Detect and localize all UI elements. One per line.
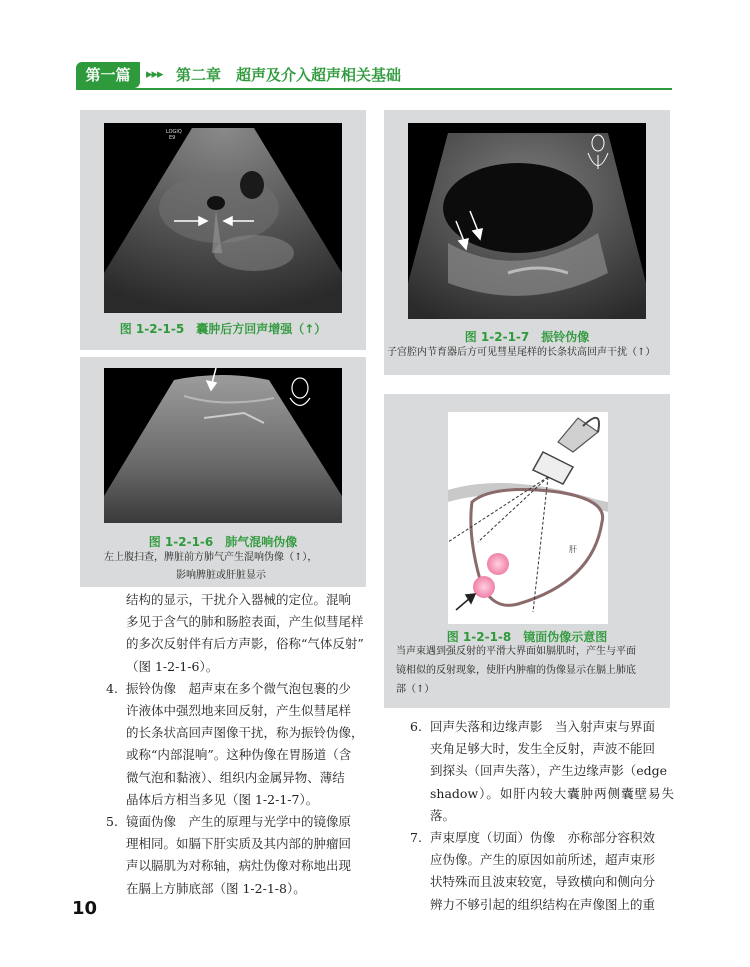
intro-line: （图 1-2-1-6）。 [126,658,219,674]
item-5-line: 镜面伪像 产生的原理与光学中的镜像原 [126,814,352,830]
part-label-tab [76,62,140,88]
intro-line: 多见于含气的肺和肠腔表面，产生似彗尾样 [126,614,364,630]
chapter-title: 第二章 超声及介入超声相关基础 [176,66,402,84]
item-4-line: 微气泡和黏液）、组织内金属异物、薄结 [126,769,345,785]
item-5-line: 在膈上方肺底部（图 1-2-1-8）。 [126,880,306,896]
figure-8-diagram [448,412,608,624]
figure-6-caption-2: 影响脾脏或肝脏显示 [176,570,266,581]
figure-8-caption-2: 镜相似的反射现象，使肝内肿瘤的伪像显示在膈上肺底 [396,665,636,676]
figure-8-title: 图 1-2-1-8 镜面伪像示意图 [446,630,608,644]
logiq-label: LOGIQ [166,129,182,135]
item-7-line: 声束厚度（切面）伪像 亦称部分容积效 [430,830,656,846]
item-5-number: 5. [106,814,118,830]
item-4-line: 或称“内部混响”。这种伪像在胃肠道（含 [126,747,352,763]
figure-6-image [104,368,342,523]
item-5-line: 声以膈肌为对称轴，病灶伪像对称地出现 [126,858,352,874]
item-6-line: shadow）。如肝内较大囊肿两侧囊壁易失落。 [430,785,674,823]
liver-label: 肝 [569,545,577,554]
figure-7-title: 图 1-2-1-7 振铃伪像 [464,330,590,344]
figure-6-caption-1: 左上腹扫查，脾脏前方肺气产生混响伪像（↑）， [104,552,318,563]
item-7-line: 状特殊而且波束较宽，导致横向和侧向分 [430,874,656,890]
intro-line: 的多次反射伴有后方声影，俗称“气体反射” [126,636,364,652]
figure-7-caption: 子宫腔内节育器后方可见彗星尾样的长条状高回声干扰（↑） [387,347,656,358]
item-7-number: 7. [410,830,422,846]
item-4-line: 晶体后方相当多见（图 1-2-1-7）。 [126,791,319,807]
figure-8-caption-1: 当声束遇到强反射的平滑大界面如膈肌时，产生与平面 [396,646,636,657]
item-4-line: 的长条状高回声图像干扰，称为振铃伪像， [126,725,364,741]
item-5-line: 理相同。如膈下肝实质及其内部的肿瘤回 [126,836,352,852]
page-number: 10 [72,898,98,919]
item-7-line: 辨力不够引起的组织结构在声像图上的重 [430,896,656,912]
intro-line: 结构的显示，干扰介入器械的定位。混响 [126,592,352,607]
item-6-line: 回声失落和边缘声影 当入射声束与界面 [430,719,656,734]
figure-7-image [408,123,646,319]
item-6-line: 夹角足够大时，发生全反射，声波不能回 [430,741,656,757]
figure-5-title: 图 1-2-1-5 囊肿后方回声增强（↑） [119,322,327,336]
header-rule [76,88,672,90]
item-7-line: 应伪像。产生的原因如前所述，超声束形 [430,852,656,868]
figure-5-image [104,123,342,313]
figure-6-title: 图 1-2-1-6 肺气混响伪像 [148,535,298,549]
figure-8-caption-3: 部（↑） [396,684,435,695]
item-4-line: 许液体中强烈地来回反射，产生似彗尾样 [126,703,352,719]
left-column [108,589,370,900]
svg-text:E9: E9 [169,135,176,141]
chapter-arrows: ▸▸▸ [146,67,163,82]
item-4-line: 振铃伪像 超声束在多个微气泡包裹的少 [126,680,352,696]
item-4-number: 4. [106,680,118,696]
item-6-number: 6. [410,719,422,734]
right-column [412,716,674,916]
item-6-line: 到探头（回声失落），产生边缘声影（edge [430,763,668,779]
part-label: 第一篇 [85,66,131,84]
